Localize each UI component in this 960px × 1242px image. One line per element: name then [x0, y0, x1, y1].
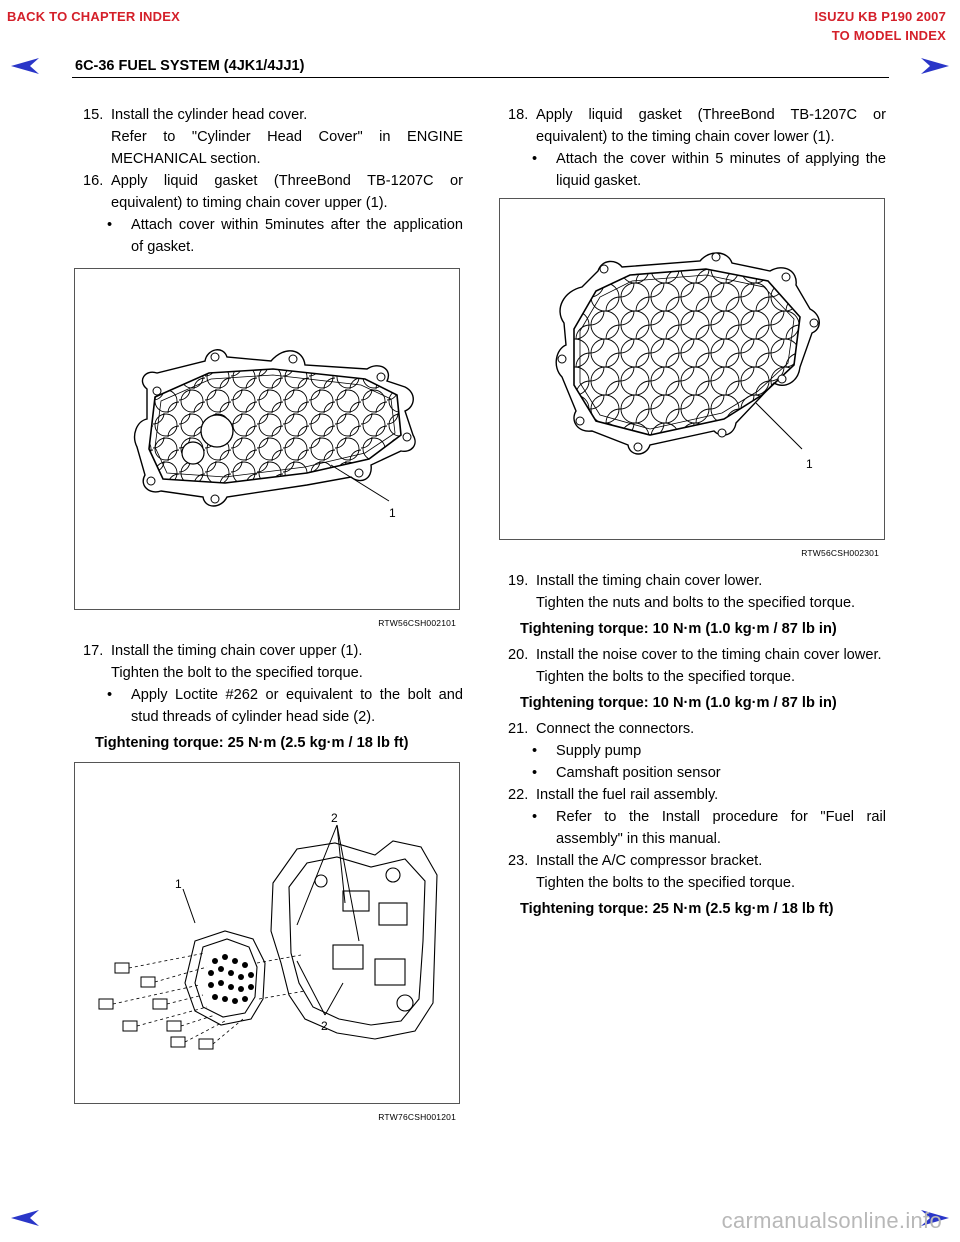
step-21-bullet-2: • Camshaft position sensor: [532, 765, 721, 781]
figure-2-code: RTW76CSH001201: [378, 1112, 456, 1122]
step-16-bullet: • Attach cover within 5minutes after the application of gasket.: [107, 217, 463, 255]
step-23-sub: Tighten the bolts to the specified torque.: [536, 875, 796, 891]
step-17-sub: Tighten the bolt to the specified torque.: [111, 665, 363, 681]
back-to-chapter-index-link[interactable]: BACK TO CHAPTER INDEX: [7, 9, 180, 24]
cover-upper-install-drawing: [75, 763, 459, 1103]
right-column: [508, 104, 886, 924]
figure-2-callout-2a: 2: [331, 811, 338, 825]
figure-timing-chain-cover-lower: [499, 198, 885, 540]
step-21-bullet-1: • Supply pump: [532, 743, 642, 759]
step-21: 21. Connect the connectors.: [508, 721, 695, 737]
torque-step-20: Tightening torque: 10 N·m (1.0 kg·m / 87 lb in): [520, 695, 837, 711]
figure-1-code: RTW56CSH002101: [378, 618, 456, 628]
step-22-bullet: • Refer to the Install procedure for "Fuel rail assembly" in this manual.: [532, 809, 886, 847]
previous-page-arrow-bottom-icon[interactable]: [10, 1208, 40, 1228]
torque-step-23: Tightening torque: 25 N·m (2.5 kg·m / 18 lb ft): [520, 901, 834, 917]
figure-cover-upper-install: [74, 762, 460, 1104]
left-column: [83, 104, 463, 1134]
torque-step-17: Tightening torque: 25 N·m (2.5 kg·m / 18 lb ft): [95, 735, 409, 751]
previous-page-arrow-icon[interactable]: [10, 56, 40, 76]
figure-3-callout: 1: [806, 457, 813, 471]
torque-step-19: Tightening torque: 10 N·m (1.0 kg·m / 87 lb in): [520, 621, 837, 637]
step-18: 18. Apply liquid gasket (ThreeBond TB-1207C or equivalent) to the timing chain cover lower (1).: [508, 107, 886, 145]
step-23: 23. Install the A/C compressor bracket.: [508, 853, 763, 869]
step-15-sub: Refer to "Cylinder Head Cover" in ENGINE MECHANICAL section.: [111, 129, 463, 167]
model-title-link[interactable]: ISUZU KB P190 2007: [814, 9, 946, 24]
figure-1-callout: 1: [389, 506, 396, 520]
figure-2-callout-2b: 2: [321, 1019, 328, 1033]
step-22: 22. Install the fuel rail assembly.: [508, 787, 719, 803]
figure-3-code: RTW56CSH002301: [801, 548, 879, 558]
step-15: 15. Install the cylinder head cover.: [83, 107, 308, 123]
next-page-arrow-icon[interactable]: [920, 56, 950, 76]
timing-chain-cover-upper-drawing: [75, 269, 459, 609]
step-19: 19. Install the timing chain cover lower.: [508, 573, 763, 589]
step-20: 20. Install the noise cover to the timing chain cover lower.: [508, 647, 882, 663]
figure-2-callout-1: 1: [175, 877, 182, 891]
step-17: 17. Install the timing chain cover upper (1).: [83, 643, 363, 659]
step-17-bullet: • Apply Loctite #262 or equivalent to the bolt and stud threads of cylinder head side (2).: [107, 687, 463, 725]
page-header-title: 6C-36 FUEL SYSTEM (4JK1/4JJ1): [75, 58, 305, 74]
step-18-bullet: • Attach the cover within 5 minutes of applying the liquid gasket.: [532, 151, 886, 189]
step-16: 16. Apply liquid gasket (ThreeBond TB-1207C or equivalent) to timing chain cover upper (1).: [83, 173, 463, 211]
figure-timing-chain-cover-upper: [74, 268, 460, 610]
step-19-sub: Tighten the nuts and bolts to the specified torque.: [536, 595, 856, 611]
timing-chain-cover-lower-drawing: [500, 199, 884, 539]
step-20-sub: Tighten the bolts to the specified torque.: [536, 669, 796, 685]
to-model-index-link[interactable]: TO MODEL INDEX: [831, 28, 946, 43]
watermark: carmanualsonline.info: [721, 1208, 942, 1233]
header-rule: [72, 77, 889, 78]
